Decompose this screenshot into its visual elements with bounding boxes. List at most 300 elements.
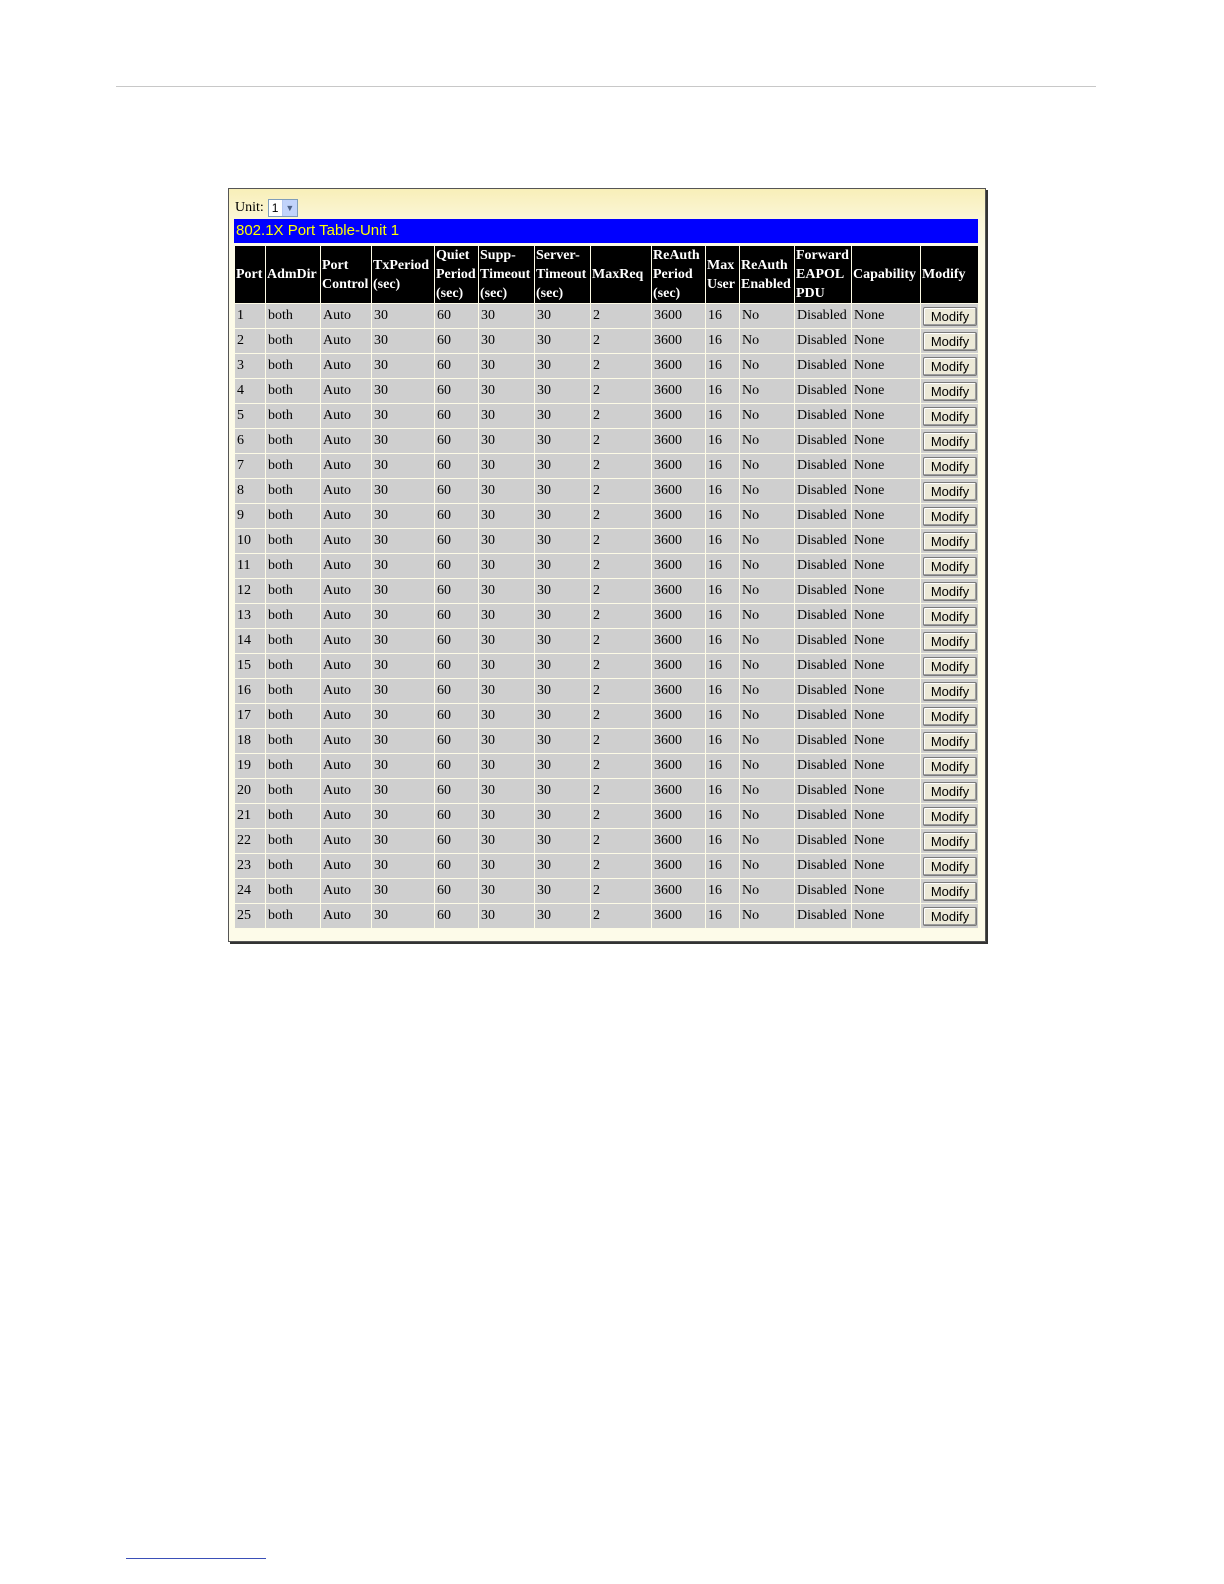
cell-max-user: 16	[706, 854, 739, 878]
header-quiet-period: Quiet Period (sec)	[435, 246, 478, 303]
cell-capability: None	[852, 879, 920, 903]
cell-txperiod: 30	[372, 754, 434, 778]
cell-forward-eapol-pdu: Disabled	[795, 679, 851, 703]
cell-reauth-period: 3600	[652, 754, 705, 778]
cell-quiet-period: 60	[435, 804, 478, 828]
cell-admdir: both	[266, 454, 320, 478]
cell-quiet-period: 60	[435, 779, 478, 803]
cell-txperiod: 30	[372, 554, 434, 578]
cell-quiet-period: 60	[435, 529, 478, 553]
cell-capability: None	[852, 729, 920, 753]
cell-port: 9	[235, 504, 265, 528]
cell-server-timeout: 30	[535, 504, 590, 528]
cell-reauth-enabled: No	[740, 629, 794, 653]
cell-reauth-enabled: No	[740, 479, 794, 503]
cell-txperiod: 30	[372, 329, 434, 353]
cell-forward-eapol-pdu: Disabled	[795, 729, 851, 753]
table-row	[235, 779, 978, 803]
table-header-row	[235, 246, 978, 303]
cell-admdir: both	[266, 779, 320, 803]
cell-max-user: 16	[706, 629, 739, 653]
cell-port: 15	[235, 654, 265, 678]
cell-port-control: Auto	[321, 754, 371, 778]
cell-capability: None	[852, 779, 920, 803]
cell-quiet-period: 60	[435, 354, 478, 378]
cell-admdir: both	[266, 354, 320, 378]
cell-server-timeout: 30	[535, 579, 590, 603]
cell-port: 5	[235, 404, 265, 428]
cell-supp-timeout: 30	[479, 679, 534, 703]
modify-button[interactable]: Modify	[923, 607, 977, 626]
table-row	[235, 479, 978, 503]
cell-maxreq: 2	[591, 479, 651, 503]
cell-port-control: Auto	[321, 879, 371, 903]
modify-button[interactable]: Modify	[923, 632, 977, 651]
cell-forward-eapol-pdu: Disabled	[795, 779, 851, 803]
cell-capability: None	[852, 479, 920, 503]
header-server-timeout: Server-Timeout (sec)	[535, 246, 590, 303]
cell-reauth-enabled: No	[740, 879, 794, 903]
cell-port-control: Auto	[321, 554, 371, 578]
modify-button[interactable]: Modify	[923, 882, 977, 901]
cell-supp-timeout: 30	[479, 379, 534, 403]
table-row	[235, 879, 978, 903]
cell-reauth-enabled: No	[740, 854, 794, 878]
cell-admdir: both	[266, 504, 320, 528]
cell-admdir: both	[266, 904, 320, 928]
cell-port-control: Auto	[321, 354, 371, 378]
unit-select[interactable]	[268, 199, 298, 217]
cell-txperiod: 30	[372, 404, 434, 428]
cell-max-user: 16	[706, 879, 739, 903]
cell-reauth-period: 3600	[652, 904, 705, 928]
cell-reauth-period: 3600	[652, 354, 705, 378]
cell-maxreq: 2	[591, 729, 651, 753]
cell-maxreq: 2	[591, 529, 651, 553]
cell-modify	[921, 379, 978, 403]
modify-button[interactable]: Modify	[923, 507, 977, 526]
cell-modify	[921, 629, 978, 653]
cell-txperiod: 30	[372, 879, 434, 903]
cell-port-control: Auto	[321, 829, 371, 853]
cell-forward-eapol-pdu: Disabled	[795, 504, 851, 528]
cell-supp-timeout: 30	[479, 504, 534, 528]
cell-admdir: both	[266, 754, 320, 778]
cell-admdir: both	[266, 679, 320, 703]
cell-port: 17	[235, 704, 265, 728]
cell-txperiod: 30	[372, 479, 434, 503]
cell-maxreq: 2	[591, 829, 651, 853]
cell-server-timeout: 30	[535, 604, 590, 628]
cell-admdir: both	[266, 604, 320, 628]
cell-capability: None	[852, 604, 920, 628]
page-header-rule	[116, 86, 1096, 87]
cell-admdir: both	[266, 879, 320, 903]
cell-maxreq: 2	[591, 604, 651, 628]
cell-quiet-period: 60	[435, 829, 478, 853]
cell-reauth-enabled: No	[740, 654, 794, 678]
cell-port-control: Auto	[321, 529, 371, 553]
table-row	[235, 579, 978, 603]
modify-button[interactable]: Modify	[923, 532, 977, 551]
cell-port: 7	[235, 454, 265, 478]
cell-reauth-enabled: No	[740, 454, 794, 478]
unit-select-value: 1	[271, 201, 279, 215]
cell-max-user: 16	[706, 729, 739, 753]
table-row	[235, 304, 978, 328]
cell-quiet-period: 60	[435, 554, 478, 578]
cell-admdir: both	[266, 429, 320, 453]
cell-port: 22	[235, 829, 265, 853]
cell-port: 23	[235, 854, 265, 878]
header-forward-eapol-pdu: Forward EAPOL PDU	[795, 246, 851, 303]
cell-forward-eapol-pdu: Disabled	[795, 479, 851, 503]
modify-button[interactable]: Modify	[923, 682, 977, 701]
cell-maxreq: 2	[591, 429, 651, 453]
cell-port-control: Auto	[321, 504, 371, 528]
modify-button[interactable]: Modify	[923, 782, 977, 801]
cell-port-control: Auto	[321, 854, 371, 878]
cell-capability: None	[852, 829, 920, 853]
cell-max-user: 16	[706, 904, 739, 928]
cell-txperiod: 30	[372, 904, 434, 928]
cell-admdir: both	[266, 529, 320, 553]
cell-max-user: 16	[706, 454, 739, 478]
cell-port: 24	[235, 879, 265, 903]
cell-modify	[921, 704, 978, 728]
cell-supp-timeout: 30	[479, 454, 534, 478]
cell-reauth-enabled: No	[740, 404, 794, 428]
cell-modify	[921, 604, 978, 628]
cell-reauth-period: 3600	[652, 654, 705, 678]
cell-modify	[921, 879, 978, 903]
cell-max-user: 16	[706, 379, 739, 403]
cell-txperiod: 30	[372, 454, 434, 478]
cell-txperiod: 30	[372, 304, 434, 328]
cell-txperiod: 30	[372, 504, 434, 528]
cell-max-user: 16	[706, 829, 739, 853]
cell-server-timeout: 30	[535, 454, 590, 478]
cell-reauth-enabled: No	[740, 604, 794, 628]
cell-reauth-period: 3600	[652, 604, 705, 628]
cell-reauth-period: 3600	[652, 679, 705, 703]
cell-reauth-period: 3600	[652, 854, 705, 878]
cell-capability: None	[852, 804, 920, 828]
cell-txperiod: 30	[372, 429, 434, 453]
table-row	[235, 604, 978, 628]
cell-forward-eapol-pdu: Disabled	[795, 754, 851, 778]
cell-maxreq: 2	[591, 329, 651, 353]
cell-admdir: both	[266, 704, 320, 728]
header-txperiod: TxPeriod (sec)	[372, 246, 434, 303]
cell-port-control: Auto	[321, 704, 371, 728]
cell-reauth-period: 3600	[652, 454, 705, 478]
modify-button[interactable]: Modify	[923, 557, 977, 576]
cell-port: 11	[235, 554, 265, 578]
cell-capability: None	[852, 904, 920, 928]
cell-quiet-period: 60	[435, 904, 478, 928]
cell-port: 20	[235, 779, 265, 803]
cell-admdir: both	[266, 479, 320, 503]
cell-port-control: Auto	[321, 604, 371, 628]
cell-modify	[921, 404, 978, 428]
cell-txperiod: 30	[372, 679, 434, 703]
cell-max-user: 16	[706, 504, 739, 528]
table-row	[235, 629, 978, 653]
cell-admdir: both	[266, 829, 320, 853]
cell-quiet-period: 60	[435, 629, 478, 653]
cell-port-control: Auto	[321, 329, 371, 353]
header-reauth-enabled: ReAuth Enabled	[740, 246, 794, 303]
cell-reauth-enabled: No	[740, 504, 794, 528]
cell-maxreq: 2	[591, 904, 651, 928]
cell-txperiod: 30	[372, 829, 434, 853]
cell-maxreq: 2	[591, 304, 651, 328]
cell-quiet-period: 60	[435, 879, 478, 903]
cell-capability: None	[852, 329, 920, 353]
table-row	[235, 854, 978, 878]
cell-modify	[921, 504, 978, 528]
modify-button[interactable]: Modify	[923, 407, 977, 426]
cell-maxreq: 2	[591, 679, 651, 703]
modify-button[interactable]: Modify	[923, 707, 977, 726]
modify-button[interactable]: Modify	[923, 582, 977, 601]
cell-port: 18	[235, 729, 265, 753]
table-row	[235, 654, 978, 678]
cell-port: 3	[235, 354, 265, 378]
cell-server-timeout: 30	[535, 379, 590, 403]
cell-server-timeout: 30	[535, 654, 590, 678]
cell-reauth-period: 3600	[652, 379, 705, 403]
cell-server-timeout: 30	[535, 779, 590, 803]
cell-supp-timeout: 30	[479, 404, 534, 428]
cell-capability: None	[852, 679, 920, 703]
header-max-user: Max User	[706, 246, 739, 303]
cell-max-user: 16	[706, 329, 739, 353]
table-row	[235, 504, 978, 528]
cell-maxreq: 2	[591, 879, 651, 903]
cell-port-control: Auto	[321, 454, 371, 478]
cell-server-timeout: 30	[535, 479, 590, 503]
cell-forward-eapol-pdu: Disabled	[795, 429, 851, 453]
footer-link-rule	[126, 1558, 266, 1559]
cell-capability: None	[852, 554, 920, 578]
header-reauth-period: ReAuth Period (sec)	[652, 246, 705, 303]
cell-maxreq: 2	[591, 779, 651, 803]
cell-modify	[921, 479, 978, 503]
cell-modify	[921, 754, 978, 778]
modify-button[interactable]: Modify	[923, 432, 977, 451]
cell-admdir: both	[266, 554, 320, 578]
cell-modify	[921, 354, 978, 378]
cell-capability: None	[852, 754, 920, 778]
cell-server-timeout: 30	[535, 829, 590, 853]
table-row	[235, 754, 978, 778]
table-row	[235, 904, 978, 928]
cell-supp-timeout: 30	[479, 754, 534, 778]
cell-quiet-period: 60	[435, 729, 478, 753]
cell-forward-eapol-pdu: Disabled	[795, 404, 851, 428]
cell-txperiod: 30	[372, 604, 434, 628]
cell-reauth-period: 3600	[652, 329, 705, 353]
modify-button[interactable]: Modify	[923, 357, 977, 376]
cell-maxreq: 2	[591, 579, 651, 603]
cell-server-timeout: 30	[535, 529, 590, 553]
cell-reauth-period: 3600	[652, 404, 705, 428]
cell-admdir: both	[266, 629, 320, 653]
modify-button[interactable]: Modify	[923, 832, 977, 851]
cell-capability: None	[852, 454, 920, 478]
modify-button[interactable]: Modify	[923, 657, 977, 676]
cell-max-user: 16	[706, 529, 739, 553]
cell-modify	[921, 554, 978, 578]
cell-reauth-enabled: No	[740, 729, 794, 753]
cell-server-timeout: 30	[535, 729, 590, 753]
cell-maxreq: 2	[591, 554, 651, 578]
cell-server-timeout: 30	[535, 304, 590, 328]
cell-max-user: 16	[706, 779, 739, 803]
cell-max-user: 16	[706, 604, 739, 628]
cell-quiet-period: 60	[435, 479, 478, 503]
cell-reauth-period: 3600	[652, 804, 705, 828]
cell-capability: None	[852, 654, 920, 678]
cell-admdir: both	[266, 654, 320, 678]
cell-supp-timeout: 30	[479, 579, 534, 603]
cell-port: 19	[235, 754, 265, 778]
cell-forward-eapol-pdu: Disabled	[795, 904, 851, 928]
cell-server-timeout: 30	[535, 754, 590, 778]
cell-capability: None	[852, 629, 920, 653]
modify-button[interactable]: Modify	[923, 857, 977, 876]
cell-supp-timeout: 30	[479, 604, 534, 628]
header-port: Port	[235, 246, 265, 303]
table-row	[235, 354, 978, 378]
cell-supp-timeout: 30	[479, 554, 534, 578]
cell-admdir: both	[266, 729, 320, 753]
cell-forward-eapol-pdu: Disabled	[795, 854, 851, 878]
cell-txperiod: 30	[372, 379, 434, 403]
cell-port-control: Auto	[321, 679, 371, 703]
cell-server-timeout: 30	[535, 804, 590, 828]
header-port-control: Port Control	[321, 246, 371, 303]
cell-forward-eapol-pdu: Disabled	[795, 454, 851, 478]
cell-port: 6	[235, 429, 265, 453]
chevron-down-icon[interactable]: ▼	[282, 200, 297, 216]
cell-capability: None	[852, 504, 920, 528]
modify-button[interactable]: Modify	[923, 482, 977, 501]
cell-modify	[921, 329, 978, 353]
cell-admdir: both	[266, 379, 320, 403]
cell-txperiod: 30	[372, 779, 434, 803]
cell-quiet-period: 60	[435, 854, 478, 878]
cell-txperiod: 30	[372, 354, 434, 378]
table-row	[235, 429, 978, 453]
cell-server-timeout: 30	[535, 329, 590, 353]
cell-reauth-enabled: No	[740, 754, 794, 778]
table-row	[235, 804, 978, 828]
cell-port: 13	[235, 604, 265, 628]
table-row	[235, 454, 978, 478]
table-row	[235, 379, 978, 403]
cell-maxreq: 2	[591, 379, 651, 403]
cell-port-control: Auto	[321, 379, 371, 403]
cell-forward-eapol-pdu: Disabled	[795, 879, 851, 903]
cell-modify	[921, 654, 978, 678]
cell-port: 16	[235, 679, 265, 703]
cell-server-timeout: 30	[535, 879, 590, 903]
cell-reauth-period: 3600	[652, 529, 705, 553]
cell-server-timeout: 30	[535, 354, 590, 378]
cell-admdir: both	[266, 854, 320, 878]
cell-forward-eapol-pdu: Disabled	[795, 579, 851, 603]
cell-supp-timeout: 30	[479, 904, 534, 928]
cell-reauth-period: 3600	[652, 579, 705, 603]
cell-reauth-enabled: No	[740, 704, 794, 728]
cell-max-user: 16	[706, 404, 739, 428]
cell-maxreq: 2	[591, 504, 651, 528]
table-row	[235, 529, 978, 553]
cell-reauth-period: 3600	[652, 879, 705, 903]
unit-label: Unit:	[235, 200, 264, 215]
modify-button[interactable]: Modify	[923, 457, 977, 476]
cell-maxreq: 2	[591, 704, 651, 728]
cell-server-timeout: 30	[535, 404, 590, 428]
cell-capability: None	[852, 529, 920, 553]
cell-modify	[921, 904, 978, 928]
cell-reauth-period: 3600	[652, 479, 705, 503]
cell-port-control: Auto	[321, 304, 371, 328]
modify-button[interactable]: Modify	[923, 382, 977, 401]
cell-port: 1	[235, 304, 265, 328]
cell-admdir: both	[266, 329, 320, 353]
modify-button[interactable]: Modify	[923, 907, 977, 926]
modify-button[interactable]: Modify	[923, 332, 977, 351]
cell-supp-timeout: 30	[479, 629, 534, 653]
cell-forward-eapol-pdu: Disabled	[795, 379, 851, 403]
cell-capability: None	[852, 304, 920, 328]
cell-maxreq: 2	[591, 404, 651, 428]
cell-reauth-period: 3600	[652, 554, 705, 578]
cell-capability: None	[852, 404, 920, 428]
cell-port: 14	[235, 629, 265, 653]
cell-modify	[921, 454, 978, 478]
cell-server-timeout: 30	[535, 854, 590, 878]
cell-capability: None	[852, 354, 920, 378]
cell-supp-timeout: 30	[479, 429, 534, 453]
cell-server-timeout: 30	[535, 679, 590, 703]
cell-forward-eapol-pdu: Disabled	[795, 329, 851, 353]
modify-button[interactable]: Modify	[923, 757, 977, 776]
cell-supp-timeout: 30	[479, 354, 534, 378]
cell-forward-eapol-pdu: Disabled	[795, 304, 851, 328]
cell-reauth-period: 3600	[652, 704, 705, 728]
table-row	[235, 679, 978, 703]
cell-capability: None	[852, 854, 920, 878]
cell-port-control: Auto	[321, 804, 371, 828]
cell-reauth-enabled: No	[740, 829, 794, 853]
cell-modify	[921, 729, 978, 753]
cell-admdir: both	[266, 304, 320, 328]
cell-supp-timeout: 30	[479, 779, 534, 803]
cell-port-control: Auto	[321, 629, 371, 653]
cell-supp-timeout: 30	[479, 704, 534, 728]
cell-max-user: 16	[706, 804, 739, 828]
modify-button[interactable]: Modify	[923, 807, 977, 826]
table-row	[235, 729, 978, 753]
modify-button[interactable]: Modify	[923, 732, 977, 751]
modify-button[interactable]: Modify	[923, 307, 977, 326]
cell-max-user: 16	[706, 654, 739, 678]
